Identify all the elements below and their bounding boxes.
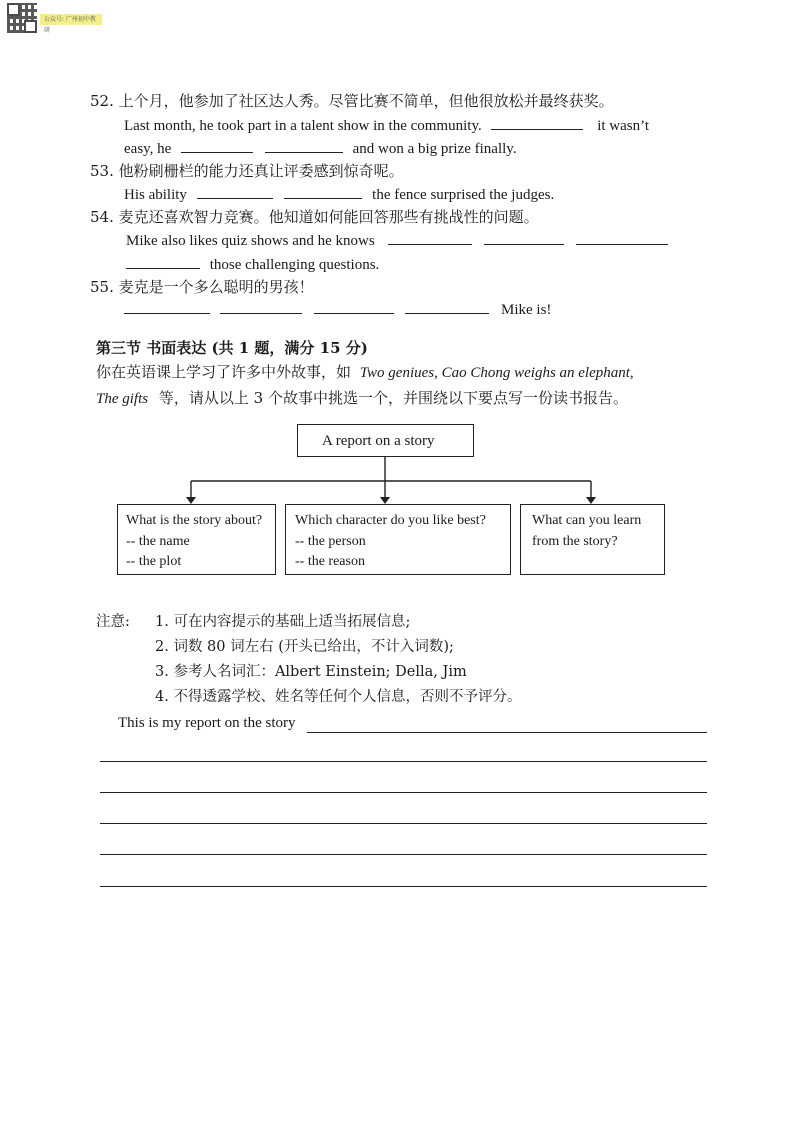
note-item: 1. 可在内容提示的基础上适当拓展信息; xyxy=(155,614,411,630)
question-number: 54. xyxy=(90,208,114,226)
writing-line[interactable] xyxy=(307,732,707,733)
sentence-text: Mike is! xyxy=(501,302,552,318)
intro-text: 等，请从以上 3 个故事中挑选一个，并围绕以下要点写一份读书报告。 xyxy=(158,389,628,407)
watermark-stamp: 公众号: 广州初中教研 xyxy=(40,14,102,25)
story-titles: Two geniues, Cao Chong weighs an elephant, xyxy=(359,365,634,381)
box-question: What is the story about? xyxy=(126,513,263,528)
box-point: -- the plot xyxy=(126,554,182,569)
diagram-top-box xyxy=(297,424,474,457)
arrow-center-icon xyxy=(380,497,390,504)
sentence-text: Last month, he took part in a talent show in the community. xyxy=(124,118,482,134)
question-prompt: 麦克还喜欢智力竞赛。他知道如何能回答那些有挑战性的问题。 xyxy=(118,208,539,226)
sentence-text: those challenging questions. xyxy=(209,257,380,273)
sentence-text: the fence surprised the judges. xyxy=(372,187,555,203)
sentence-text: it wasn’t xyxy=(597,118,650,134)
writing-line[interactable] xyxy=(100,761,707,762)
box-label: A report on a story xyxy=(322,433,435,449)
note-item: 4. 不得透露学校、姓名等任何个人信息，否则不予评分。 xyxy=(155,689,522,705)
writing-line[interactable] xyxy=(100,854,707,855)
writing-line[interactable] xyxy=(100,792,707,793)
sentence-text: Mike also likes quiz shows and he knows xyxy=(126,233,375,249)
section-title: 第三节 书面表达 (共 1 题，满分 15 分) xyxy=(96,339,368,357)
diagram-left-box xyxy=(117,504,276,575)
question-prompt: 上个月，他参加了社区达人秀。尽管比赛不简单，但他很放松并最终获奖。 xyxy=(118,92,614,110)
note-item: 3. 参考人名词汇：Albert Einstein; Della, Jim xyxy=(155,664,467,680)
box-question: Which character do you like best? xyxy=(295,513,486,528)
writing-line[interactable] xyxy=(100,823,707,824)
sentence-text: His ability xyxy=(124,187,187,203)
question-prompt: 麦克是一个多么聪明的男孩！ xyxy=(118,278,314,296)
question-number: 55. xyxy=(90,278,114,296)
question-number: 52. xyxy=(90,92,114,110)
box-question: What can you learn xyxy=(532,513,642,528)
sentence-text: easy, he xyxy=(124,141,172,157)
writing-line[interactable] xyxy=(100,886,707,887)
intro-text: 你在英语课上学习了许多中外故事，如 xyxy=(96,363,352,381)
question-prompt: 他粉刷栅栏的能力还真让评委感到惊奇呢。 xyxy=(118,162,404,180)
box-point: -- the name xyxy=(126,534,190,549)
question-number: 53. xyxy=(90,162,114,180)
writing-opening: This is my report on the story xyxy=(118,715,296,731)
box-question: from the story? xyxy=(532,534,618,549)
arrow-right-icon xyxy=(586,497,596,504)
diagram-right-box xyxy=(520,504,665,575)
story-title: The gifts xyxy=(96,391,149,407)
box-point: -- the reason xyxy=(295,554,365,569)
diagram-middle-box xyxy=(285,504,511,575)
arrow-left-icon xyxy=(186,497,196,504)
notes-label: 注意: xyxy=(96,614,130,630)
note-item: 2. 词数 80 词左右 (开头已给出，不计入词数); xyxy=(155,639,454,655)
box-point: -- the person xyxy=(295,534,366,549)
sentence-text: and won a big prize finally. xyxy=(352,141,517,157)
